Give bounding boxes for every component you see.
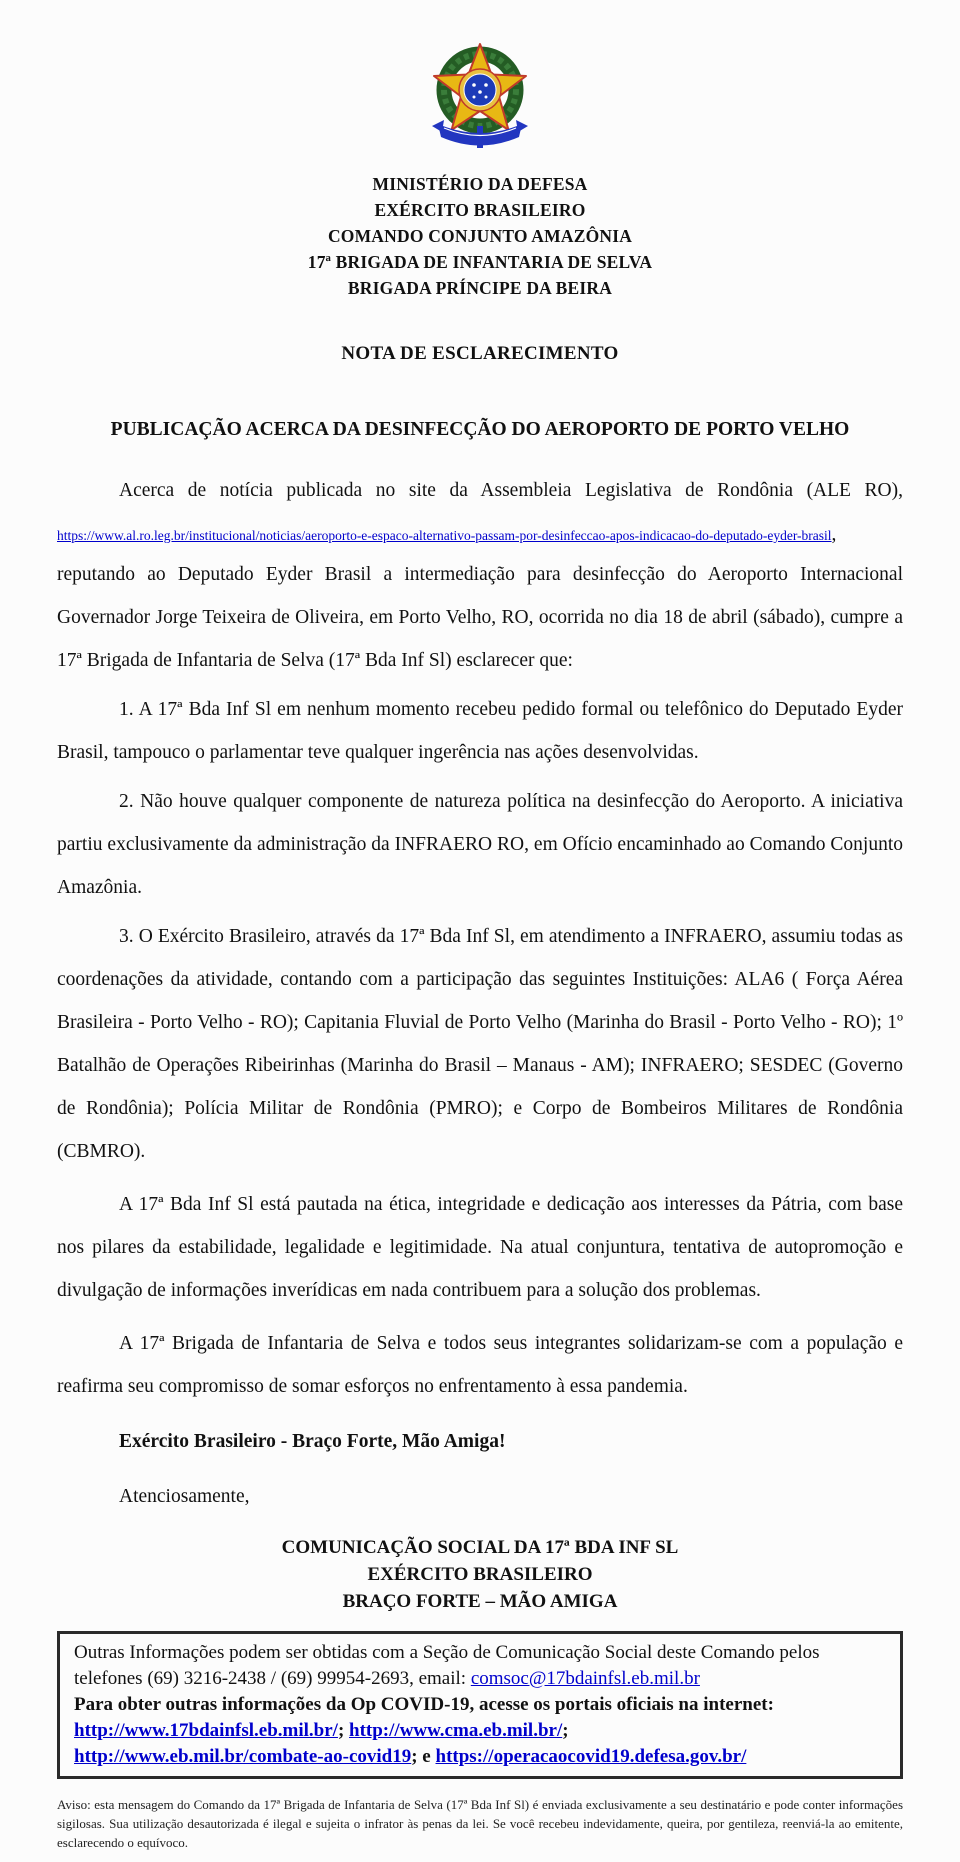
- news-link-line: [57, 518, 903, 553]
- closing-salutation: Atenciosamente,: [119, 1486, 250, 1507]
- list-item-3-text: 3. O Exército Brasileiro, através da 17ª Bda Inf Sl, em atendimento a INFRAERO, assumiu todas as coordenações da atividade, contando com a participação das seguintes Instituições: ALA6 ( Força Aérea Brasileira - Porto Velho - RO); Capitania Fluvial de Porto Velho (Marinha do Brasil - Porto Velho - RO); 1º Batalhão de Operações Ribeirinhas (Marinha do Brasil – Manaus - AM); INFRAERO; SESDEC (Governo de Rondônia); Polícia Militar de Rondônia (PMRO); e Corpo de Bombeiros Militares de Rondônia (CBMRO).: [57, 926, 903, 1162]
- portal-separator-3: ; e: [411, 1746, 436, 1767]
- list-item-2: [57, 780, 903, 909]
- paragraph-values-text: A 17ª Bda Inf Sl está pautada na ética, integridade e dedicação aos interesses da Pátria, com base nos pilares da estabilidade, legalidade e legitimidade. Na atual conjuntura, tentativa de autopromoção e divulgação de informações inverídicas em nada contribuem para a solução dos problemas.: [57, 1194, 903, 1301]
- org-line-brigade-name: BRIGADA PRÍNCIPE DA BEIRA: [347, 278, 613, 298]
- portal-link-eb-combate-covid[interactable]: http://www.eb.mil.br/combate-ao-covid19: [74, 1746, 412, 1767]
- army-slogan: Exército Brasileiro - Braço Forte, Mão Amiga!: [119, 1431, 506, 1452]
- paragraph-intro-rest: [57, 553, 903, 682]
- signature-block: [57, 1534, 903, 1615]
- disclaimer-footer: Aviso: esta mensagem do Comando da 17ª Brigada de Infantaria de Selva (17ª Bda Inf Sl) é enviada exclusivamente a seu destinatário e pode conter informações sigilosas. Sua utilização desautorizada é ilegal e sujeita o infrator às penas da lei. Se você recebeu indevidamente, queira, por gentileza, reenviá-la ao emitente, esclarecendo o equívoco.: [57, 1797, 903, 1850]
- org-line-brigade: 17ª BRIGADA DE INFANTARIA DE SELVA: [307, 252, 653, 272]
- document-type-title: NOTA DE ESCLARECIMENTO: [341, 343, 619, 364]
- org-line-command: COMANDO CONJUNTO AMAZÔNIA: [327, 226, 633, 246]
- org-line-army: EXÉRCITO BRASILEIRO: [374, 200, 586, 220]
- portal-separator-1: ;: [337, 1720, 350, 1741]
- contact-info-box: [57, 1631, 903, 1779]
- ale-ro-news-link[interactable]: https://www.al.ro.leg.br/institucional/noticias/aeroporto-e-espaco-alternativo-passam-por-desinfeccao-apos-indicacao-do-deputado-eyder-brasil: [57, 528, 832, 543]
- news-link-suffix: ,: [831, 524, 837, 545]
- list-item-3: [57, 915, 903, 1173]
- document-body: [57, 469, 903, 1518]
- subject-title: PUBLICAÇÃO ACERCA DA DESINFECÇÃO DO AEROPORTO DE PORTO VELHO: [110, 419, 850, 440]
- list-item-1-text: 1. A 17ª Bda Inf Sl em nenhum momento recebeu pedido formal ou telefônico do Deputado Eyder Brasil, tampouco o parlamentar teve qualquer ingerência nas ações desenvolvidas.: [57, 699, 903, 763]
- signature-line-army: EXÉRCITO BRASILEIRO: [367, 1564, 593, 1585]
- covid-portals-intro-text: Para obter outras informações da Op COVID-19, acesse os portais oficiais na internet:: [74, 1694, 774, 1715]
- portal-link-operacao-covid19[interactable]: https://operacaocovid19.defesa.gov.br/: [435, 1746, 747, 1767]
- paragraph-values: [57, 1183, 903, 1312]
- org-line-ministry: MINISTÉRIO DA DEFESA: [372, 174, 588, 194]
- portal-link-cma[interactable]: http://www.cma.eb.mil.br/: [349, 1720, 563, 1741]
- portal-separator-2: ;: [562, 1720, 569, 1741]
- paragraph-intro-rest-text: reputando ao Deputado Eyder Brasil a intermediação para desinfecção do Aeroporto Internacional Governador Jorge Teixeira de Oliveira, em Porto Velho, RO, ocorrida no dia 18 de abril (sábado), cumpre a 17ª Brigada de Infantaria de Selva (17ª Bda Inf Sl) esclarecer que:: [57, 564, 903, 671]
- signature-line-motto: BRAÇO FORTE – MÃO AMIGA: [342, 1591, 618, 1612]
- contact-info-text: Outras Informações podem ser obtidas com a Seção de Comunicação Social deste Comando pelos telefones (69) 3216-2438 / (69) 99954-2693, email:: [74, 1642, 820, 1689]
- crest-container: [57, 40, 903, 165]
- covid-portal-links: [74, 1718, 886, 1770]
- signature-line-unit: COMUNICAÇÃO SOCIAL DA 17ª BDA INF SL: [281, 1537, 679, 1558]
- comsoc-email-link[interactable]: comsoc@17bdainfsl.eb.mil.br: [470, 1668, 700, 1689]
- list-item-2-text: 2. Não houve qualquer componente de natureza política na desinfecção do Aeroporto. A iniciativa partiu exclusivamente da administração da INFRAERO RO, em Ofício encaminhado ao Comando Conjunto Amazônia.: [57, 791, 903, 898]
- paragraph-solidarity-text: A 17ª Brigada de Infantaria de Selva e todos seus integrantes solidarizam-se com a população e reafirma seu compromisso de somar esforços no enfrentamento à essa pandemia.: [57, 1333, 903, 1397]
- paragraph-intro-text: Acerca de notícia publicada no site da Assembleia Legislativa de Rondônia (ALE RO),: [119, 480, 903, 501]
- portal-link-17bdainfsl[interactable]: http://www.17bdainfsl.eb.mil.br/: [74, 1720, 338, 1741]
- paragraph-solidarity: [57, 1322, 903, 1408]
- covid-portals-intro: [74, 1692, 886, 1718]
- paragraph-intro: [57, 469, 903, 512]
- brazil-coat-of-arms-icon: [410, 40, 550, 160]
- letterhead: [57, 171, 903, 301]
- list-item-1: [57, 688, 903, 774]
